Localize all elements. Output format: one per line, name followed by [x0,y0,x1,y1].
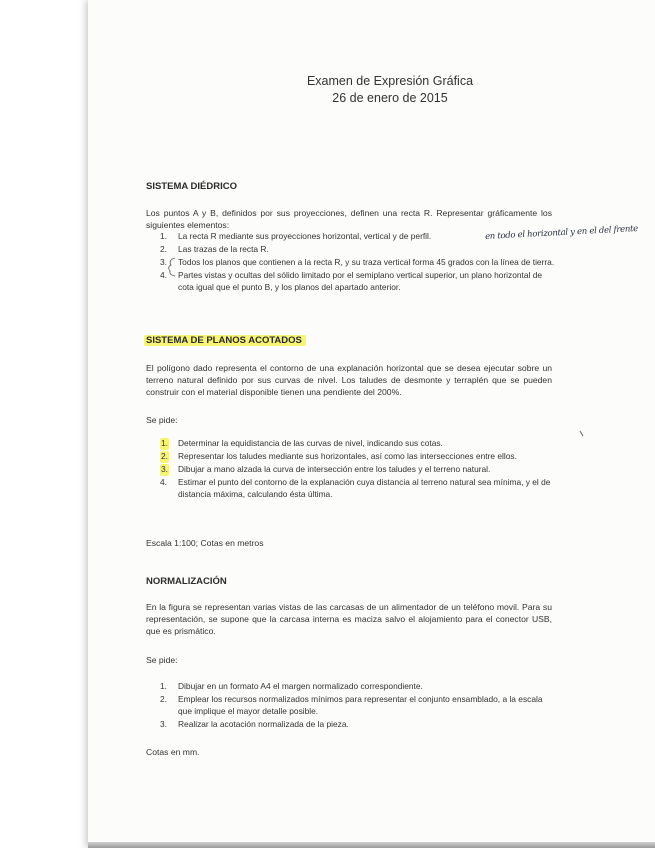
item-text: Realizar la acotación normalizada de la pieza. [178,718,349,729]
item-text: Representar los taludes mediante sus horizontales, así como las intersecciones entre ellos. [178,451,517,462]
exam-date: 26 de enero de 2015 [332,91,448,105]
item-number: 2. [160,244,167,255]
diedrico-intro: Los puntos A y B, definidos por sus proyecciones, definen una recta R. Representar gráficamente los siguientes elementos: [146,208,552,231]
item-number: 1. [160,681,167,691]
page-bottom-edge [88,842,655,848]
item-text: Las trazas de la recta R. [178,244,269,255]
normalizacion-se-pide: Se pide: [146,655,178,665]
list-item [160,464,556,476]
item-text: Todos los planos que contienen a la recta R, y su traza vertical forma 45 grados con la línea de tierra. [178,257,555,268]
item-text: Determinar la equidistancia de las curvas de nivel, indicando sus cotas. [178,438,443,448]
list-item [160,257,556,269]
list-item [160,270,556,293]
normalizacion-cotas: Cotas en mm. [146,747,200,757]
list-item [160,694,556,717]
item-number: 2. [161,451,168,462]
item-number: 3. [160,718,167,729]
item-number: 3. [160,257,167,268]
pen-dot-icon [579,430,585,438]
item-text: La recta R mediante sus proyecciones horizontal, vertical y de perfil. [178,231,432,241]
pen-mark-icon [165,256,179,278]
item-text: Emplear los recursos normalizados mínimos para representar el conjunto ensamblado, a la escala que implique el mayor detalle posible. [178,694,543,716]
list-item [160,438,556,450]
list-item [160,719,556,731]
acotados-escala: Escala 1:100; Cotas en metros [146,538,264,548]
item-number: 1. [160,231,167,241]
normalizacion-intro: En la figura se representan varias vistas de las carcasas de un alimentador de un teléfono movil. Para su representación, se supone que la carcasa interna es maciza salvo el alojamiento para el conector USB, que es prismático. [146,602,552,637]
item-text: Dibujar en un formato A4 el margen normalizado correspondiente. [178,681,423,691]
normalizacion-list [160,681,556,732]
exam-title: Examen de Expresión Gráfica [306,74,474,88]
item-number: 2. [160,694,167,705]
list-item [160,681,556,693]
item-text: Estimar el punto del contorno de la explanación cuya distancia al terreno natural sea mínima, y el de distancia máxima, calculando ésta última. [178,477,551,499]
handwritten-note: en todo el horizontal y en el del frente [484,224,639,242]
item-text: Partes vistas y ocultas del sólido limitado por el semiplano vertical superior, un plano horizontal de cota igual que el punto B, y los planos del apartado anterior. [178,270,543,292]
item-number: 4. [160,477,167,488]
acotados-se-pide: Se pide: [146,415,178,425]
list-item [160,451,556,463]
item-number: 3. [161,464,168,475]
section-heading-normalizacion: NORMALIZACIÓN [146,576,227,587]
acotados-intro: El polígono dado representa el contorno de una explanación horizontal que se desea ejecutar sobre un terreno natural definido por sus curvas de nivel. Los taludes de desmonte y terraplén que se pueden construir con el material disponible tienen una pendiente del 200%. [146,363,552,398]
list-item [160,477,556,500]
section-heading-acotados: SISTEMA DE PLANOS ACOTADOS [144,335,306,346]
list-item [160,244,556,256]
acotados-list [160,438,556,502]
item-text: Dibujar a mano alzada la curva de intersección entre los taludes y el terreno natural. [178,464,491,475]
item-number: 1. [161,438,168,448]
item-number: 4. [160,270,167,281]
section-heading-diedrico: SISTEMA DIÉDRICO [146,181,237,192]
